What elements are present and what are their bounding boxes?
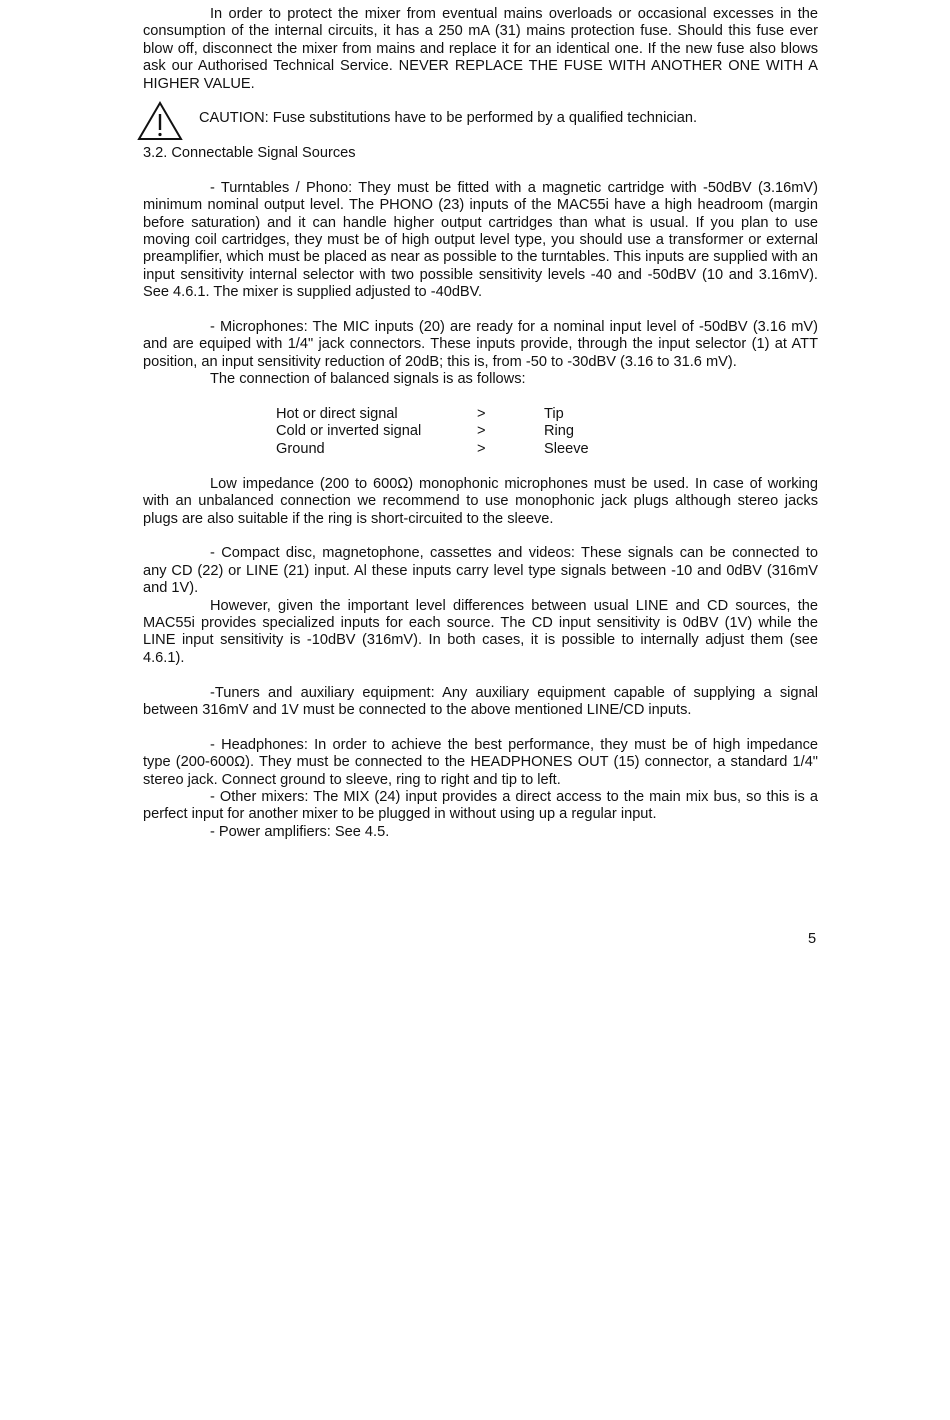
warning-triangle-icon — [137, 101, 183, 141]
compact-disc-paragraph: - Compact disc, magnetophone, cassettes and videos: These signals can be connected to any CD (22) or LINE (21) input. Al these inputs carry level type signals between -10 and 0dBV (316mV and 1V). — [143, 545, 818, 597]
arrow-cell: > — [477, 406, 486, 423]
caution-notice — [143, 101, 818, 145]
page-number: 5 — [808, 931, 817, 947]
balanced-connection-table — [276, 406, 589, 458]
microphones-paragraph: - Microphones: The MIC inputs (20) are ready for a nominal input level of -50dBV (3.16 mV) and are equiped with 1/4" jack connectors. These inputs provide, through the input selector (1) at ATT position, an input sensitivity reduction of 20dB; this is, from -50 to -30dBV (3.16 to 31.6 mV). — [143, 319, 818, 370]
tuners-paragraph: -Tuners and auxiliary equipment: Any auxiliary equipment capable of supplying a signal between 316mV and 1V must be connected to the above mentioned LINE/CD inputs. — [143, 684, 818, 718]
document-page — [143, 6, 818, 841]
signal-cell: Cold or inverted signal — [276, 423, 422, 440]
table-row — [276, 441, 589, 458]
fuse-paragraph: In order to protect the mixer from eventual mains overloads or occasional excesses in the consumption of the internal circuits, it has a 250 mA (31) mains protection fuse. Should this fuse ever blow off, disconnect the mixer from mains and replace it for an identical one. If the new fuse also blows ask our Authorised Technical Service. NEVER REPLACE THE FUSE WITH ANOTHER ONE WITH A HIGHER VALUE. — [143, 6, 818, 92]
contact-cell: Sleeve — [544, 440, 589, 457]
contact-cell: Ring — [544, 423, 575, 440]
other-mixers-paragraph: - Other mixers: The MIX (24) input provides a direct access to the main mix bus, so this is a perfect input for another mixer to be plugged in without using up a regular input. — [143, 788, 818, 823]
arrow-cell: > — [477, 440, 486, 457]
contact-cell: Tip — [544, 406, 564, 423]
signal-cell: Hot or direct signal — [276, 406, 398, 423]
headphones-paragraph: - Headphones: In order to achieve the best performance, they must be of high impedance type (200-600Ω). They must be connected to the HEADPHONES OUT (15) connector, a standard 1/4" stereo jack. Connect ground to sleeve, ring to right and tip to left. — [143, 736, 818, 788]
section-heading: 3.2. Connectable Signal Sources — [143, 145, 356, 162]
arrow-cell: > — [477, 423, 486, 440]
table-row — [276, 406, 589, 423]
balanced-intro-paragraph: The connection of balanced signals is as follows: — [210, 371, 526, 388]
power-amplifiers-paragraph: - Power amplifiers: See 4.5. — [210, 823, 390, 840]
low-impedance-paragraph: Low impedance (200 to 600Ω) monophonic microphones must be used. In case of working with an unbalanced connection we recommend to use monophonic jack plugs although stereo jacks plugs are also suitable if the ring is short-circuited to the sleeve. — [143, 475, 818, 527]
however-paragraph: However, given the important level differences between usual LINE and CD sources, the MAC55i provides specialized inputs for each source. The CD input sensitivity is 0dBV (1V) while the LINE input sensitivity is -10dBV (316mV). In both cases, it is possible to internally adjust them (see 4.6.1). — [143, 597, 818, 666]
signal-cell: Ground — [276, 440, 325, 457]
turntables-paragraph: - Turntables / Phono: They must be fitted with a magnetic cartridge with -50dBV (3.16mV) minimum nominal output level. The PHONO (23) inputs of the MAC55i have a high headroom (margin before saturation) and it can handle higher output cartridges than what is usual. If you plan to use moving coil cartridges, they must be of high output level type, you should use a transformer or external preamplifier, which must be placed as near as possible to the turntables. This inputs are supplied with an input sensitivity internal selector with two possible sensitivity levels -40 and -50dBV (10 and 3.16mV). See 4.6.1. The mixer is supplied adjusted to -40dBV. — [143, 179, 818, 301]
caution-text: CAUTION: Fuse substitutions have to be performed by a qualified technician. — [199, 110, 698, 127]
table-row — [276, 423, 589, 440]
